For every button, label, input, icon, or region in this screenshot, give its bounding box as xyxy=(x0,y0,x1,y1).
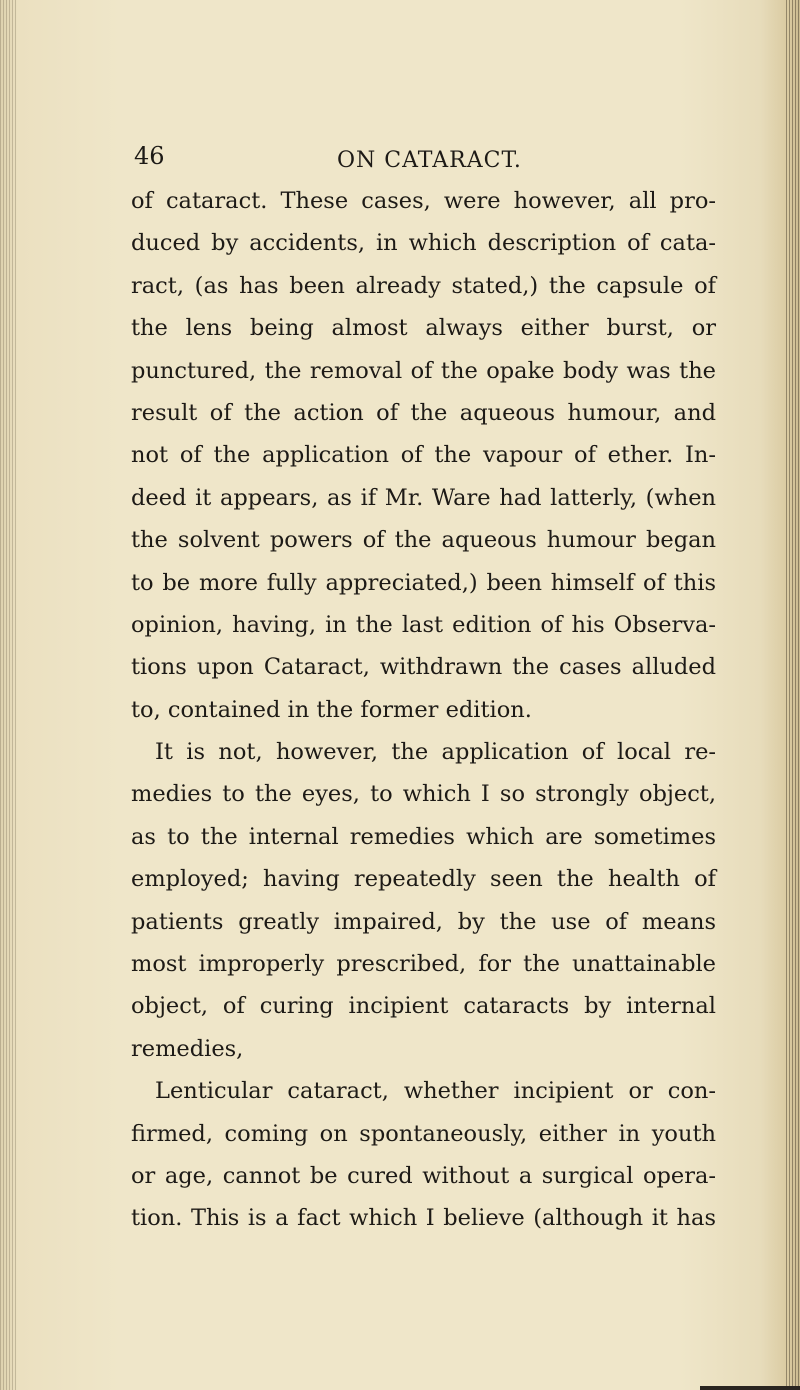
text-line: to, contained in the former edition. xyxy=(131,696,532,723)
text-line: as to the internal remedies which are sometimes xyxy=(131,823,716,850)
body-text xyxy=(131,180,716,1240)
text-line: ract, (as has been already stated,) the capsule of xyxy=(131,272,716,299)
text-line: the lens being almost always either burst, or xyxy=(131,315,716,342)
text-line: tion. This is a fact which I believe (although it has xyxy=(131,1205,716,1232)
text-line: tions upon Cataract, withdrawn the cases alluded xyxy=(131,654,716,681)
text-line: object, of curing incipient cataracts by internal xyxy=(131,993,716,1020)
text-line: most improperly prescribed, for the unattainable xyxy=(131,951,716,978)
text-line: employed; having repeatedly seen the health of xyxy=(131,866,716,893)
text-line: remedies, xyxy=(131,1035,244,1062)
text-line: opinion, having, in the last edition of his Observa- xyxy=(131,611,716,638)
text-line: the solvent powers of the aqueous humour began xyxy=(131,527,716,554)
running-head: ON CATARACT. xyxy=(337,148,522,173)
text-line: It is not, however, the application of local re- xyxy=(155,739,716,766)
text-line: punctured, the removal of the opake body was the xyxy=(131,357,716,384)
page-number: 46 xyxy=(134,142,165,170)
text-line: deed it appears, as if Mr. Ware had latterly, (when xyxy=(131,484,716,511)
text-line: not of the application of the vapour of ether. In- xyxy=(131,442,716,469)
text-line: to be more fully appreciated,) been himself of this xyxy=(131,569,716,596)
text-line: medies to the eyes, to which I so strongly object, xyxy=(131,781,716,808)
page-gutter-edge xyxy=(0,0,16,1390)
text-line: patients greatly impaired, by the use of means xyxy=(131,908,716,935)
page-corner-shadow xyxy=(700,1386,800,1390)
page-fore-edge xyxy=(786,0,800,1390)
text-line: of cataract. These cases, were however, all pro- xyxy=(131,188,716,214)
text-line: firmed, coming on spontaneously, either in youth xyxy=(131,1120,716,1147)
text-line: result of the action of the aqueous humour, and xyxy=(131,399,716,426)
text-line: duced by accidents, in which description of cata- xyxy=(131,230,716,257)
text-line: or age, cannot be cured without a surgical opera- xyxy=(131,1162,716,1189)
text-line: Lenticular cataract, whether incipient or con- xyxy=(155,1078,716,1105)
